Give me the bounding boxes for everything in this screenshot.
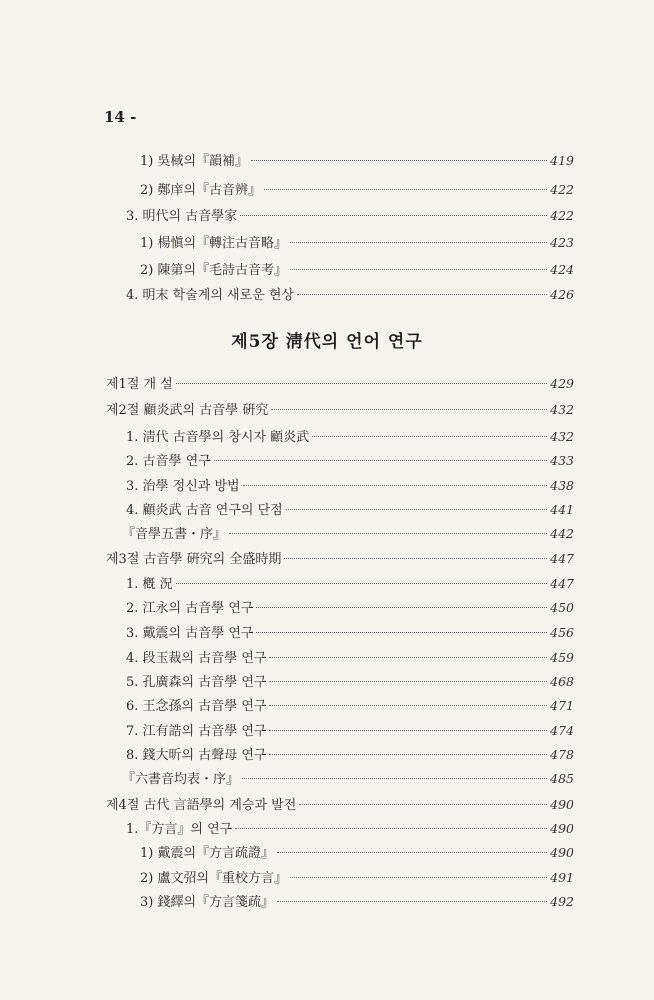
toc-entry-page-number: 426	[550, 287, 574, 302]
toc-entry	[126, 598, 574, 618]
toc-entry	[140, 180, 574, 200]
toc-entry-title: 1. 槪 況	[126, 577, 173, 592]
toc-entry	[126, 745, 574, 765]
toc-entry-page-number: 447	[550, 576, 574, 591]
toc-entry	[140, 843, 574, 863]
toc-entry-title: 3. 治學 정신과 방법	[126, 479, 240, 494]
toc-entry-page-number: 429	[550, 376, 574, 391]
dot-leader	[271, 408, 547, 410]
toc-entry-page-number: 471	[550, 698, 574, 713]
toc-entry-title: 2) 盧文弨의『重校方言』	[140, 871, 288, 886]
toc-entry-page-number: 422	[550, 182, 574, 197]
toc-entry-title: 3) 錢繹의『方言箋疏』	[140, 895, 275, 910]
toc-entry-page-number: 490	[550, 797, 574, 812]
toc-entry-title: 1) 吳棫의『韻補』	[140, 154, 249, 169]
toc-entry	[126, 427, 574, 447]
toc-entry-title: 4. 段玉裁의 古音學 연구	[126, 651, 267, 666]
toc-entry	[126, 721, 574, 741]
dot-leader	[176, 382, 547, 384]
dot-leader	[269, 753, 547, 755]
toc-entry	[126, 451, 574, 471]
toc-entry	[122, 524, 574, 544]
dot-leader	[243, 484, 548, 486]
toc-entry	[140, 892, 574, 912]
toc-entry	[140, 151, 574, 171]
dot-leader	[269, 680, 547, 682]
toc-entry	[106, 549, 574, 569]
toc-entry-title: 4. 顧炎武 古音 연구의 단점	[126, 503, 283, 518]
toc-entry	[140, 260, 574, 280]
toc-entry	[106, 374, 574, 394]
toc-entry-page-number: 438	[550, 478, 574, 493]
toc-entry-title: 1.『方言』의 연구	[126, 822, 233, 837]
toc-entry-page-number: 423	[550, 235, 574, 250]
toc-entry-title: 3. 明代의 古音學家	[126, 209, 238, 224]
toc-entry-title: 7. 江有誥의 古音學 연구	[126, 724, 267, 739]
toc-entry-title: 2) 鄭庠의『古音辨』	[140, 183, 262, 198]
toc-entry-page-number: 422	[550, 208, 574, 223]
toc-entry-title: 3. 戴震의 古音學 연구	[126, 626, 254, 641]
toc-entry-page-number: 491	[550, 870, 574, 885]
toc-entry-page-number: 456	[550, 625, 574, 640]
dot-leader	[286, 508, 547, 510]
toc-entry-title: 2. 古音學 연구	[126, 454, 211, 469]
toc-entry	[122, 769, 574, 789]
toc-entry-page-number: 490	[550, 845, 574, 860]
toc-entry-page-number: 468	[550, 674, 574, 689]
toc-entry-title: 제2절 顧炎武의 古音學 硏究	[106, 403, 269, 418]
dot-leader	[290, 268, 547, 270]
toc-entry-page-number: 492	[550, 894, 574, 909]
toc-entry-page-number: 432	[550, 429, 574, 444]
toc-entry-page-number: 433	[550, 453, 574, 468]
toc-entry-title: 제4절 古代 言語學의 계승과 발전	[106, 798, 297, 813]
toc-entry	[126, 623, 574, 643]
toc-entry-title: 8. 錢大昕의 古聲母 연구	[126, 748, 267, 763]
toc-entry	[126, 696, 574, 716]
dot-leader	[251, 159, 547, 161]
dot-leader	[297, 293, 547, 295]
dot-leader	[312, 435, 547, 437]
dot-leader	[240, 214, 547, 216]
toc-entry-page-number: 441	[550, 502, 574, 517]
toc-entry-title: 6. 王念孫의 古音學 연구	[126, 699, 267, 714]
dot-leader	[264, 188, 547, 190]
toc-entry-page-number: 424	[550, 262, 574, 277]
dot-leader	[176, 582, 547, 584]
toc-entry-page-number: 474	[550, 723, 574, 738]
chapter-heading: 제5장 淸代의 언어 연구	[231, 332, 423, 352]
dot-leader	[277, 900, 547, 902]
dot-leader	[242, 777, 547, 779]
toc-entry-page-number: 432	[550, 402, 574, 417]
toc-entry	[140, 233, 574, 253]
toc-entry-title: 2. 江永의 古音學 연구	[126, 601, 254, 616]
toc-entry	[140, 868, 574, 888]
toc-entry	[126, 500, 574, 520]
dot-leader	[284, 557, 547, 559]
toc-entry-page-number: 450	[550, 600, 574, 615]
toc-entry-page-number: 490	[550, 821, 574, 836]
toc-entry-page-number: 459	[550, 650, 574, 665]
dot-leader	[269, 729, 547, 731]
toc-entry-title: 5. 孔廣森의 古音學 연구	[126, 675, 267, 690]
toc-entry	[106, 400, 574, 420]
toc-entry-page-number: 419	[550, 153, 574, 168]
toc-entry-page-number: 478	[550, 747, 574, 762]
toc-entry-title: 4. 明末 학술계의 새로운 현상	[126, 288, 294, 303]
dot-leader	[299, 803, 547, 805]
toc-entry-page-number: 447	[550, 551, 574, 566]
toc-entry	[126, 574, 574, 594]
toc-entry	[126, 476, 574, 496]
dot-leader	[269, 656, 547, 658]
toc-entry-title: 2) 陳第의『毛詩古音考』	[140, 263, 288, 278]
toc-entry	[126, 648, 574, 668]
toc-entry-title: 『音學五書・序』	[122, 527, 227, 542]
toc-entry-title: 1. 淸代 古音學의 창시자 顧炎武	[126, 430, 310, 445]
dot-leader	[269, 704, 547, 706]
toc-entry-title: 1) 楊愼의『轉注古音略』	[140, 236, 288, 251]
toc-entry-title: 제1절 개 설	[106, 377, 173, 392]
toc-entry	[126, 819, 574, 839]
toc-entry	[126, 206, 574, 226]
dot-leader	[277, 851, 547, 853]
dot-leader	[214, 459, 547, 461]
toc-entry-title: 1) 戴震의『方言疏證』	[140, 846, 275, 861]
toc-entry	[106, 795, 574, 815]
dot-leader	[256, 631, 547, 633]
toc-entry-title: 『六書音均表・序』	[122, 772, 240, 787]
toc-entry	[126, 285, 574, 305]
toc-entry-page-number: 442	[550, 526, 574, 541]
dot-leader	[290, 876, 547, 878]
toc-entry-title: 제3절 古音學 硏究의 全盛時期	[106, 552, 282, 567]
dot-leader	[290, 241, 547, 243]
dot-leader	[235, 827, 547, 829]
toc-entry	[126, 672, 574, 692]
page-number-header: 14 -	[104, 108, 137, 126]
dot-leader	[229, 532, 547, 534]
dot-leader	[256, 606, 547, 608]
toc-entry-page-number: 485	[550, 771, 574, 786]
